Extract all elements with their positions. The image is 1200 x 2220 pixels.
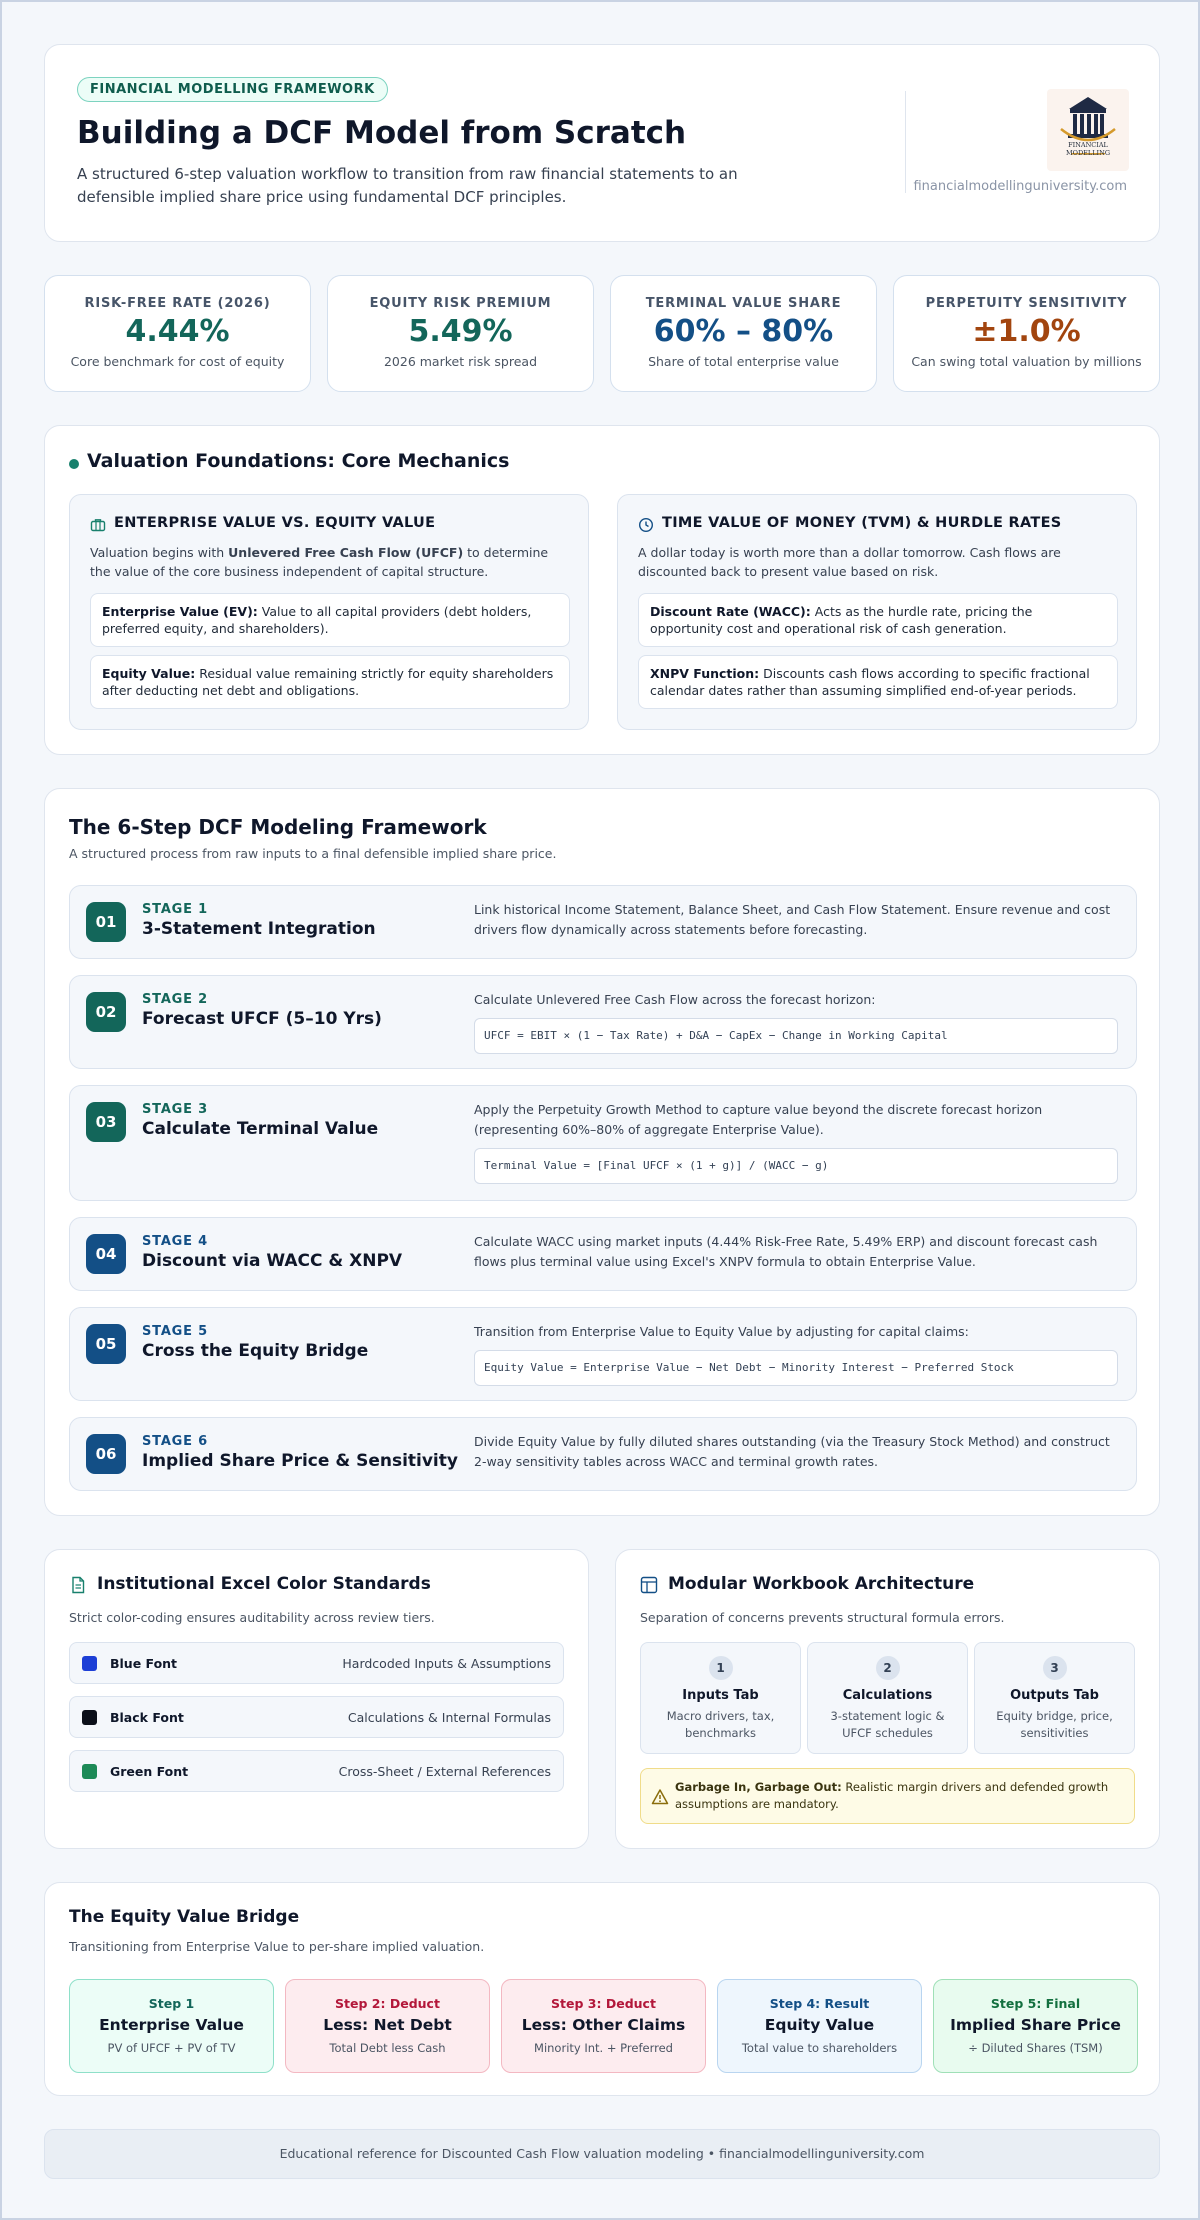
stage-label: STAGE 3 (142, 1102, 209, 1117)
stage-description: Transition from Enterprise Value to Equity Value by adjusting for capital claims: (474, 1324, 969, 1339)
framework-title: The 6-Step DCF Modeling Framework (69, 815, 487, 839)
stat-label: RISK-FREE RATE (2026) (84, 296, 271, 311)
formula-terminal-value: Terminal Value = [Final UFCF × (1 + g)] / (WACC − g) (474, 1148, 1118, 1184)
page-description: A structured 6-step valuation workflow to transition from raw financial statements to an defensible implied share price using fundamental DCF principles. (77, 165, 738, 206)
stage-description: Divide Equity Value by fully diluted shares outstanding (via the Treasury Stock Method) and construct 2-way sensitivity tables across WACC and terminal growth rates. (474, 1434, 1110, 1469)
panel-title: TIME VALUE OF MONEY (TVM) & HURDLE RATES (662, 515, 1062, 531)
bridge-step-1 (69, 1979, 274, 2073)
bridge-subtitle: Transitioning from Enterprise Value to per-share implied valuation. (69, 1939, 485, 1954)
workbook-description: Separation of concerns prevents structural formula errors. (640, 1610, 1005, 1625)
stat-label: TERMINAL VALUE SHARE (645, 296, 842, 311)
definition-equity-value: Equity Value: Residual value remaining strictly for equity shareholders after deducting net debt and obligations. (90, 655, 570, 709)
tab-name: Outputs Tab (1010, 1688, 1099, 1703)
bridge-step-desc: Total value to shareholders (741, 2041, 898, 2055)
stage-label: STAGE 2 (142, 992, 209, 1007)
footer: Educational reference for Discounted Cash Flow valuation modeling • financialmodellinguniversity.com (44, 2129, 1160, 2179)
stage-6 (69, 1417, 1137, 1491)
stage-badge: 01 (86, 902, 126, 942)
tab-name: Calculations (842, 1688, 933, 1703)
bridge-step-label: Step 5: Final (990, 1996, 1081, 2011)
bridge-step-name: Enterprise Value (99, 2016, 244, 2034)
bridge-step-name: Implied Share Price (950, 2016, 1121, 2034)
bridge-title: The Equity Value Bridge (69, 1907, 300, 1927)
formula-equity-value: Equity Value = Enterprise Value − Net Debt − Minority Interest − Preferred Stock (474, 1350, 1118, 1386)
tab-number: 2 (876, 1656, 900, 1680)
bridge-step-name: Less: Other Claims (521, 2016, 686, 2034)
stat-sub: Can swing total valuation by millions (911, 354, 1142, 369)
panel-ev-vs-equity (69, 494, 589, 730)
workbook-tab-calculations (807, 1642, 968, 1754)
stat-label: PERPETUITY SENSITIVITY (925, 296, 1128, 311)
stage-name: Forecast UFCF (5–10 Yrs) (142, 1009, 382, 1029)
workbook-title: Modular Workbook Architecture (668, 1574, 975, 1594)
stage-label: STAGE 1 (142, 902, 209, 917)
color-name: Green Font (110, 1764, 189, 1779)
framework-section (44, 788, 1160, 1516)
bridge-step-name: Equity Value (764, 2016, 875, 2034)
bridge-step-label: Step 3: Deduct (551, 1996, 656, 2011)
bridge-step-label: Step 4: Result (769, 1996, 870, 2011)
stage-4 (69, 1217, 1137, 1291)
bridge-step-desc: PV of UFCF + PV of TV (107, 2041, 236, 2055)
stage-2 (69, 975, 1137, 1069)
workbook-tab-outputs (974, 1642, 1135, 1754)
clock-icon (638, 517, 654, 533)
tab-number: 3 (1043, 1656, 1067, 1680)
tab-number: 1 (709, 1656, 733, 1680)
stage-3 (69, 1085, 1137, 1201)
panel-tvm (617, 494, 1137, 730)
stage-name: Discount via WACC & XNPV (142, 1251, 403, 1271)
excel-standards-section (44, 1549, 589, 1849)
color-row-black (69, 1696, 564, 1738)
bridge-step-desc: ÷ Diluted Shares (TSM) (968, 2041, 1103, 2055)
panel-description: Valuation begins with Unlevered Free Cash Flow (UFCF) to determine the value of the core business independent of capital structure. (90, 545, 549, 579)
panel-description: A dollar today is worth more than a dollar tomorrow. Cash flows are discounted back to present value based on risk. (638, 545, 1061, 579)
tab-description: Macro drivers, tax, benchmarks (666, 1709, 775, 1740)
document-icon (69, 1576, 87, 1594)
swatch-blue (82, 1656, 97, 1671)
tab-name: Inputs Tab (682, 1688, 759, 1703)
foundations-title: Valuation Foundations: Core Mechanics (87, 450, 510, 472)
stage-badge: 05 (86, 1324, 126, 1364)
stat-sub: Share of total enterprise value (648, 354, 839, 369)
stat-value: 60% – 80% (653, 314, 834, 349)
definition-discount-rate: Discount Rate (WACC): Acts as the hurdle rate, pricing the opportunity cost and operational risk of cash generation. (638, 593, 1118, 647)
stage-description: Apply the Perpetuity Growth Method to capture value beyond the discrete forecast horizon (representing 60%–80% of aggregate Enterprise Value). (474, 1102, 1043, 1137)
page-title: Building a DCF Model from Scratch (77, 115, 687, 151)
workbook-architecture-section (615, 1549, 1160, 1849)
warning-box (640, 1768, 1135, 1824)
bullet-dot-icon (69, 459, 79, 469)
stat-value: 5.49% (408, 314, 513, 349)
foundations-section (44, 425, 1160, 755)
bridge-step-desc: Minority Int. + Preferred (534, 2041, 673, 2055)
logo-text: FINANCIAL MODELLING (1065, 141, 1111, 157)
stage-name: Implied Share Price & Sensitivity (142, 1451, 458, 1471)
excel-title: Institutional Excel Color Standards (97, 1574, 431, 1594)
stage-name: Calculate Terminal Value (142, 1119, 379, 1139)
bridge-step-desc: Total Debt less Cash (329, 2041, 446, 2055)
stage-name: 3-Statement Integration (142, 919, 376, 939)
stat-value: 4.44% (125, 314, 230, 349)
stage-badge: 04 (86, 1234, 126, 1274)
formula-ufcf: UFCF = EBIT × (1 − Tax Rate) + D&A − CapEx − Change in Working Capital (474, 1018, 1118, 1054)
stat-label: EQUITY RISK PREMIUM (369, 296, 552, 311)
stat-card-terminal-value-share (610, 275, 877, 392)
swatch-black (82, 1710, 97, 1725)
excel-description: Strict color-coding ensures auditability across review tiers. (69, 1610, 435, 1625)
briefcase-icon (90, 517, 106, 533)
color-meaning: Hardcoded Inputs & Assumptions (342, 1656, 551, 1671)
building-icon (1047, 89, 1129, 171)
stat-value: ±1.0% (972, 314, 1081, 349)
stat-card-perpetuity-sensitivity (893, 275, 1160, 392)
tab-description: 3-statement logic & UFCF schedules (830, 1709, 945, 1740)
stage-description: Calculate Unlevered Free Cash Flow across the forecast horizon: (474, 992, 876, 1007)
stage-badge: 02 (86, 992, 126, 1032)
stage-description: Link historical Income Statement, Balance Sheet, and Cash Flow Statement. Ensure revenue and cost drivers flow dynamically across statements before forecasting. (474, 902, 1111, 937)
header-url[interactable]: financialmodellinguniversity.com (913, 179, 1127, 194)
color-row-blue (69, 1642, 564, 1684)
framework-tag: FINANCIAL MODELLING FRAMEWORK (77, 77, 388, 102)
color-name: Blue Font (110, 1656, 178, 1671)
stage-badge: 06 (86, 1434, 126, 1474)
header-card (44, 44, 1160, 242)
bridge-step-label: Step 1 (148, 1996, 195, 2011)
stage-5 (69, 1307, 1137, 1401)
color-meaning: Cross-Sheet / External References (338, 1764, 551, 1779)
panel-title: ENTERPRISE VALUE VS. EQUITY VALUE (114, 515, 436, 531)
layout-icon (640, 1576, 658, 1594)
logo (1047, 89, 1129, 171)
definition-xnpv: XNPV Function: Discounts cash flows according to specific fractional calendar dates rather than assuming simplified end-of-year periods. (638, 655, 1118, 709)
bridge-step-label: Step 2: Deduct (335, 1996, 440, 2011)
warning-text: Garbage In, Garbage Out: Realistic margin drivers and defended growth assumptions are mandatory. (675, 1780, 1109, 1811)
stage-label: STAGE 6 (142, 1434, 209, 1449)
color-meaning: Calculations & Internal Formulas (347, 1710, 551, 1725)
header-divider (905, 91, 906, 193)
framework-subtitle: A structured process from raw inputs to a final defensible implied share price. (69, 846, 557, 861)
color-name: Black Font (110, 1710, 184, 1725)
bridge-step-4 (717, 1979, 922, 2073)
definition-enterprise-value: Enterprise Value (EV): Value to all capital providers (debt holders, preferred equity, and shareholders). (90, 593, 570, 647)
stat-sub: Core benchmark for cost of equity (70, 354, 285, 369)
stage-label: STAGE 4 (142, 1234, 209, 1249)
equity-bridge-section (44, 1882, 1160, 2096)
stage-label: STAGE 5 (142, 1324, 209, 1339)
tab-description: Equity bridge, price, sensitivities (996, 1709, 1113, 1740)
stat-sub: 2026 market risk spread (383, 354, 538, 369)
bridge-step-2 (285, 1979, 490, 2073)
workbook-tab-inputs (640, 1642, 801, 1754)
color-row-green (69, 1750, 564, 1792)
stage-name: Cross the Equity Bridge (142, 1341, 369, 1361)
bridge-step-name: Less: Net Debt (323, 2016, 452, 2034)
stat-card-equity-risk-premium (327, 275, 594, 392)
stage-description: Calculate WACC using market inputs (4.44% Risk-Free Rate, 5.49% ERP) and discount forecast cash flows plus terminal value using Excel's XNPV formula to obtain Enterprise Value. (474, 1234, 1098, 1269)
stat-card-risk-free-rate (44, 275, 311, 392)
stage-badge: 03 (86, 1102, 126, 1142)
warning-icon (651, 1788, 669, 1806)
bridge-step-5 (933, 1979, 1138, 2073)
bridge-step-3 (501, 1979, 706, 2073)
stage-1 (69, 885, 1137, 959)
swatch-green (82, 1764, 97, 1779)
